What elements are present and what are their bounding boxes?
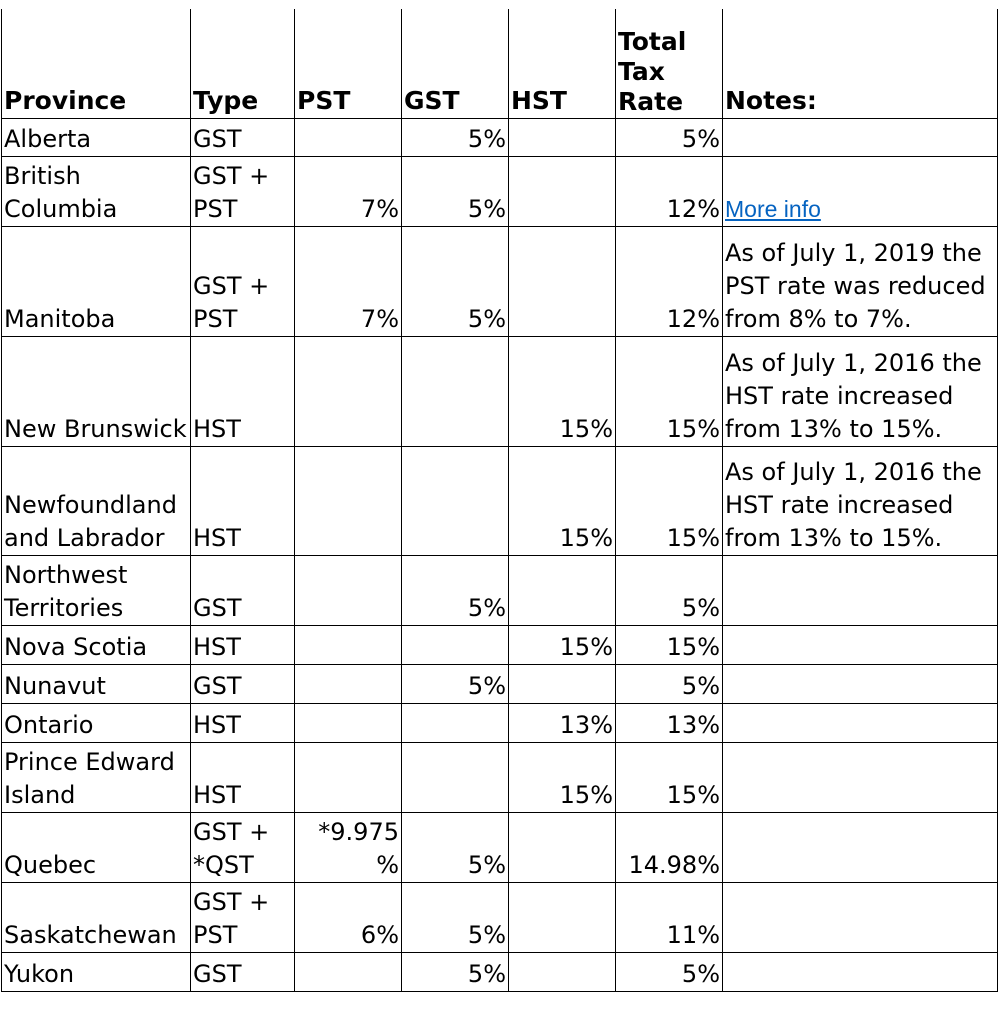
cell-gst: 5% xyxy=(402,226,509,336)
table-row xyxy=(2,336,998,446)
cell-type: GST xyxy=(191,118,295,156)
cell-notes: As of July 1, 2016 the HST rate increased from 13% to 15%. xyxy=(723,446,998,555)
cell-type: GST xyxy=(191,664,295,703)
cell-gst: 5% xyxy=(402,555,509,625)
cell-gst xyxy=(402,336,509,446)
header-row xyxy=(2,9,998,118)
header-total-tax-rate: Total Tax Rate xyxy=(616,9,723,118)
header-notes: Notes: xyxy=(723,9,998,118)
cell-type: HST xyxy=(191,336,295,446)
cell-notes xyxy=(723,703,998,742)
cell-hst xyxy=(509,664,616,703)
cell-total-tax-rate: 5% xyxy=(616,952,723,991)
table-row xyxy=(2,625,998,664)
sales-tax-table xyxy=(1,9,998,992)
cell-gst: 5% xyxy=(402,812,509,882)
cell-province: New Brunswick xyxy=(2,336,191,446)
cell-province: Nova Scotia xyxy=(2,625,191,664)
cell-gst xyxy=(402,742,509,812)
cell-hst: 15% xyxy=(509,625,616,664)
cell-total-tax-rate: 15% xyxy=(616,742,723,812)
header-type: Type xyxy=(191,9,295,118)
cell-notes: As of July 1, 2019 the PST rate was reduced from 8% to 7%. xyxy=(723,226,998,336)
cell-hst: 15% xyxy=(509,446,616,555)
cell-notes xyxy=(723,882,998,952)
cell-gst: 5% xyxy=(402,882,509,952)
cell-total-tax-rate: 14.98% xyxy=(616,812,723,882)
cell-notes xyxy=(723,742,998,812)
cell-pst xyxy=(295,118,402,156)
cell-pst xyxy=(295,336,402,446)
header-province: Province xyxy=(2,9,191,118)
cell-pst: 6% xyxy=(295,882,402,952)
table-row xyxy=(2,703,998,742)
cell-total-tax-rate: 11% xyxy=(616,882,723,952)
cell-province: Northwest Territories xyxy=(2,555,191,625)
cell-total-tax-rate: 5% xyxy=(616,118,723,156)
header-pst: PST xyxy=(295,9,402,118)
cell-type: GST + PST xyxy=(191,156,295,226)
table-row xyxy=(2,446,998,555)
cell-hst xyxy=(509,226,616,336)
cell-pst: 7% xyxy=(295,226,402,336)
cell-notes xyxy=(723,664,998,703)
cell-total-tax-rate: 15% xyxy=(616,336,723,446)
cell-notes xyxy=(723,952,998,991)
cell-province: Nunavut xyxy=(2,664,191,703)
cell-gst: 5% xyxy=(402,118,509,156)
cell-pst: *9.975 % xyxy=(295,812,402,882)
table-row xyxy=(2,156,998,226)
cell-type: HST xyxy=(191,742,295,812)
cell-type: HST xyxy=(191,446,295,555)
cell-gst xyxy=(402,703,509,742)
cell-pst xyxy=(295,664,402,703)
cell-pst: 7% xyxy=(295,156,402,226)
cell-province: Alberta xyxy=(2,118,191,156)
cell-total-tax-rate: 13% xyxy=(616,703,723,742)
tax-table-container xyxy=(1,9,998,992)
cell-type: GST xyxy=(191,555,295,625)
cell-hst xyxy=(509,952,616,991)
cell-province: Manitoba xyxy=(2,226,191,336)
cell-notes xyxy=(723,156,998,226)
table-row xyxy=(2,952,998,991)
cell-pst xyxy=(295,625,402,664)
cell-hst xyxy=(509,118,616,156)
cell-type: GST + *QST xyxy=(191,812,295,882)
table-row xyxy=(2,664,998,703)
cell-total-tax-rate: 15% xyxy=(616,625,723,664)
table-row xyxy=(2,118,998,156)
cell-gst xyxy=(402,625,509,664)
cell-notes xyxy=(723,118,998,156)
cell-hst xyxy=(509,156,616,226)
cell-notes: As of July 1, 2016 the HST rate increased from 13% to 15%. xyxy=(723,336,998,446)
header-hst: HST xyxy=(509,9,616,118)
more-info-link[interactable]: More info xyxy=(725,195,821,222)
header-gst: GST xyxy=(402,9,509,118)
cell-gst: 5% xyxy=(402,952,509,991)
cell-province: Ontario xyxy=(2,703,191,742)
table-row xyxy=(2,226,998,336)
cell-pst xyxy=(295,742,402,812)
cell-total-tax-rate: 5% xyxy=(616,555,723,625)
cell-province: Quebec xyxy=(2,812,191,882)
cell-pst xyxy=(295,446,402,555)
cell-gst xyxy=(402,446,509,555)
cell-notes xyxy=(723,625,998,664)
cell-hst xyxy=(509,555,616,625)
table-body xyxy=(2,118,998,991)
cell-type: GST xyxy=(191,952,295,991)
cell-pst xyxy=(295,703,402,742)
cell-type: HST xyxy=(191,703,295,742)
cell-hst: 13% xyxy=(509,703,616,742)
cell-province: Saskatchewan xyxy=(2,882,191,952)
table-row xyxy=(2,812,998,882)
cell-notes xyxy=(723,555,998,625)
cell-type: GST + PST xyxy=(191,882,295,952)
cell-hst: 15% xyxy=(509,742,616,812)
table-row xyxy=(2,882,998,952)
cell-hst: 15% xyxy=(509,336,616,446)
cell-pst xyxy=(295,555,402,625)
cell-province: British Columbia xyxy=(2,156,191,226)
table-row xyxy=(2,555,998,625)
cell-total-tax-rate: 12% xyxy=(616,226,723,336)
cell-total-tax-rate: 15% xyxy=(616,446,723,555)
cell-hst xyxy=(509,812,616,882)
cell-gst: 5% xyxy=(402,664,509,703)
cell-province: Prince Edward Island xyxy=(2,742,191,812)
table-row xyxy=(2,742,998,812)
cell-pst xyxy=(295,952,402,991)
cell-notes xyxy=(723,812,998,882)
cell-total-tax-rate: 5% xyxy=(616,664,723,703)
cell-type: HST xyxy=(191,625,295,664)
cell-total-tax-rate: 12% xyxy=(616,156,723,226)
cell-gst: 5% xyxy=(402,156,509,226)
cell-hst xyxy=(509,882,616,952)
cell-province: Newfoundland and Labrador xyxy=(2,446,191,555)
cell-province: Yukon xyxy=(2,952,191,991)
cell-type: GST + PST xyxy=(191,226,295,336)
